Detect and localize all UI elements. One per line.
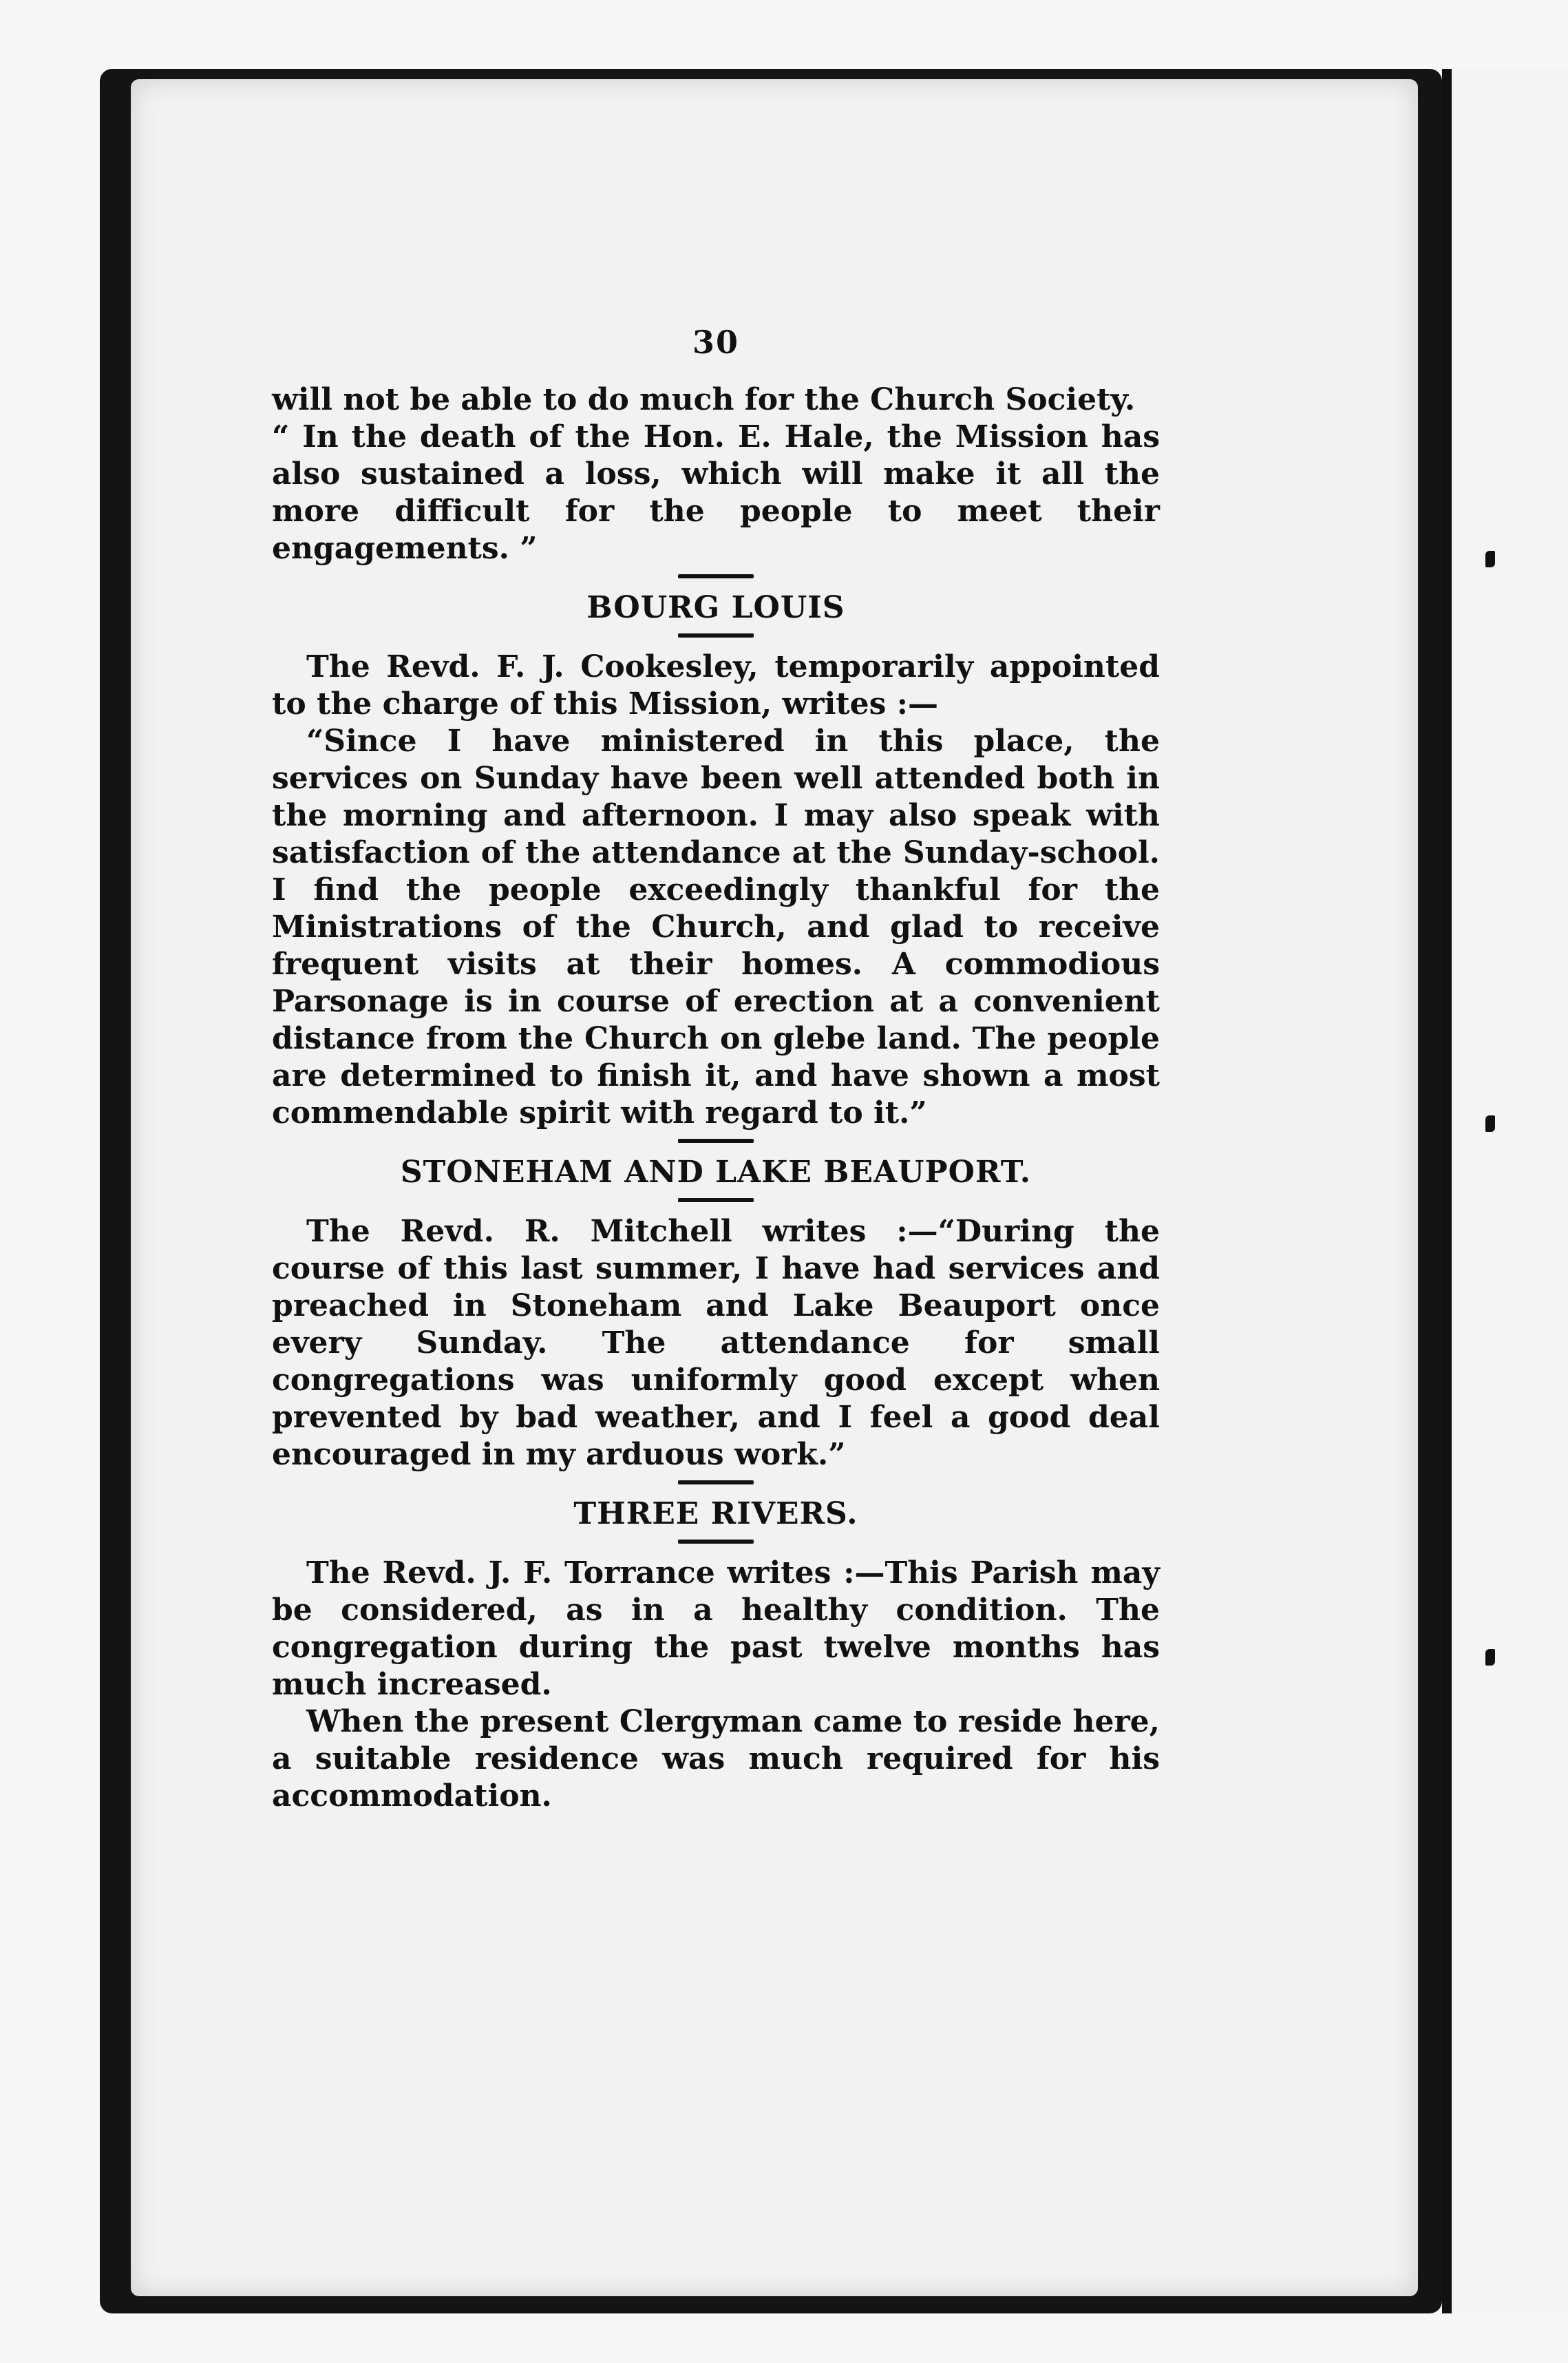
adjacent-page-edge [1442, 69, 1568, 2313]
section-rule [678, 633, 754, 638]
margin-mark [1485, 1115, 1495, 1132]
section-rule [678, 1139, 754, 1143]
paragraph: The Revd. R. Mitchell writes :—“During the course of this last summer, I have had services and preached in Stoneham and Lake Beauport once every Sunday. The attendance for small congregations was uniformly good except when prevented by bad weather, and I feel a good deal encouraged in my arduous work.” [272, 1214, 1160, 1472]
margin-mark [1485, 551, 1495, 567]
section-title-three-rivers: THREE RIVERS. [573, 1496, 858, 1531]
section-rule [678, 1540, 754, 1544]
section-rule [678, 1480, 754, 1484]
paragraph: “ In the death of the Hon. E. Hale, the Mission has also sustained a loss, which will make it all the more difficult for the people to meet their engagements. ” [272, 419, 1160, 566]
paragraph: When the present Clergyman came to reside here, a suitable residence was much required for his accommodation. [272, 1704, 1160, 1814]
text-column [272, 324, 1160, 1815]
page-number: 30 [692, 324, 739, 361]
paragraph: will not be able to do much for the Church Society. [272, 382, 1136, 417]
section-rule [678, 1198, 754, 1202]
section-rule [678, 574, 754, 578]
paragraph: The Revd. J. F. Torrance writes :—This Parish may be considered, as in a healthy condition. The congregation during the past twelve months has much increased. [272, 1555, 1160, 1702]
section-title-bourg-louis: BOURG LOUIS [586, 590, 845, 625]
margin-mark [1485, 1649, 1495, 1666]
paragraph: The Revd. F. J. Cookesley, temporarily appointed to the charge of this Mission, writes :— [272, 649, 1160, 722]
section-title-stoneham: STONEHAM AND LAKE BEAUPORT. [400, 1155, 1032, 1190]
paragraph: “Since I have ministered in this place, the services on Sunday have been well attended both in the morning and afternoon. I may also speak with satisfaction of the attendance at the Sunday-school. I find the people exceedingly thankful for the Ministrations of the Church, and glad to receive frequent visits at their homes. A commodious Parsonage is in course of erection at a convenient distance from the Church on glebe land. The people are determined to finish it, and have shown a most commendable spirit with regard to it.” [272, 724, 1160, 1131]
